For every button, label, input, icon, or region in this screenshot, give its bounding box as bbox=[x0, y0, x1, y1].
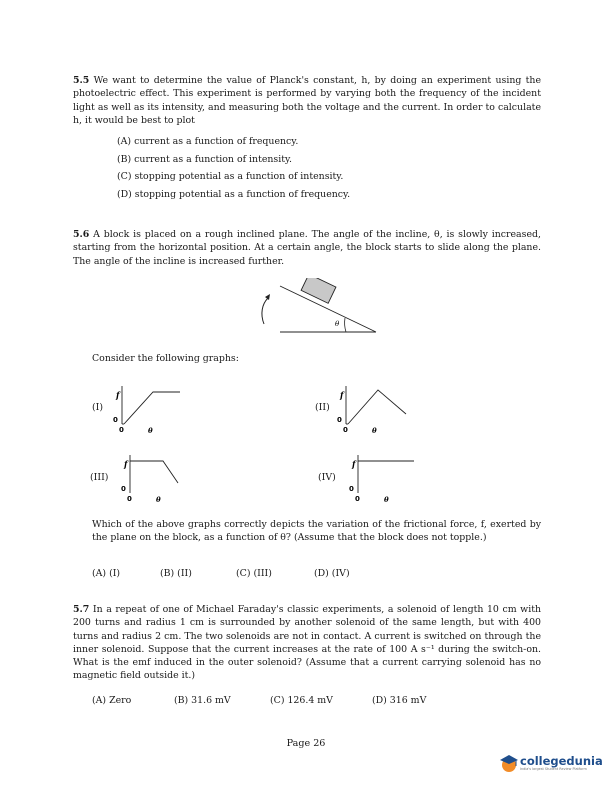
graph-iv bbox=[346, 453, 426, 505]
question-number: 5.6 bbox=[73, 229, 90, 240]
graph-iii bbox=[118, 453, 198, 505]
x-axis-label: θ bbox=[156, 495, 161, 504]
graduation-cap-icon bbox=[498, 752, 520, 774]
origin-x-label: 0 bbox=[127, 495, 132, 503]
x-axis-label: θ bbox=[372, 426, 377, 435]
origin-label: 0 bbox=[349, 485, 354, 493]
origin-label: 0 bbox=[113, 416, 118, 424]
consider-text: Consider the following graphs: bbox=[92, 353, 239, 364]
option-d: (D) stopping potential as a function of frequency. bbox=[117, 188, 351, 200]
question-text: We want to determine the value of Planck's constant, h, by doing an experiment using the photoelectric effect. This experiment is performed by varying both the frequency of the incident light as well as its intensity, and measuring both the voltage and the current. In order to calculate h, it would be best to plot bbox=[73, 75, 541, 126]
question-text: In a repeat of one of Michael Faraday's classic experiments, a solenoid of length 10 cm with 200 turns and radius 1 cm is surrounded by another solenoid of the same length, but with 400 turns and radius 2 cm. The two solenoids are not in contact. A current is switched on through the inner solenoid. Suppose that the current increases at the rate of 100 A s⁻¹ during the switch-on. What is the emf induced in the outer solenoid? (Assume that a current carrying solenoid has no magnetic field outside it.) bbox=[73, 604, 542, 682]
graph-i bbox=[110, 384, 190, 436]
origin-x-label: 0 bbox=[343, 426, 348, 434]
brand-name: collegedunia bbox=[520, 753, 603, 768]
origin-x-label: 0 bbox=[119, 426, 124, 434]
curve bbox=[124, 392, 180, 424]
graph-i-label: (I) bbox=[92, 402, 104, 413]
graph-iv-label: (IV) bbox=[318, 472, 336, 483]
option-c: (C) 126.4 mV bbox=[270, 695, 333, 706]
curve bbox=[348, 390, 406, 424]
option-d: (D) 316 mV bbox=[372, 695, 427, 706]
graph-iii-label: (III) bbox=[90, 472, 109, 483]
question-5-6 bbox=[73, 228, 541, 268]
incline-figure bbox=[250, 278, 380, 338]
question-5-6-prompt: Which of the above graphs correctly depicts the variation of the frictional force, f, exerted by the plane on the block, as a function of θ? (Assume that the block does not topple.) bbox=[92, 519, 541, 544]
question-number: 5.7 bbox=[73, 604, 90, 615]
graph-ii bbox=[334, 384, 414, 436]
option-a: (A) Zero bbox=[92, 695, 132, 706]
option-a: (A) (I) bbox=[92, 568, 121, 579]
page-number: Page 26 bbox=[286, 738, 326, 749]
option-c: (C) (III) bbox=[236, 568, 272, 579]
option-b: (B) 31.6 mV bbox=[174, 695, 231, 706]
question-number: 5.5 bbox=[73, 75, 90, 86]
y-axis-label: f bbox=[124, 459, 128, 469]
block bbox=[301, 278, 336, 303]
brand-tagline: India's largest Student Review Platform bbox=[520, 766, 587, 771]
option-d: (D) (IV) bbox=[314, 568, 350, 579]
question-5-5 bbox=[73, 74, 541, 127]
theta-label: θ bbox=[335, 320, 340, 328]
option-a: (A) current as a function of frequency. bbox=[117, 136, 299, 147]
y-axis-label: f bbox=[352, 459, 356, 469]
origin-label: 0 bbox=[337, 416, 342, 424]
option-b: (B) (II) bbox=[160, 568, 192, 579]
curve bbox=[130, 461, 178, 483]
x-axis-label: θ bbox=[384, 495, 389, 504]
x-axis-label: θ bbox=[148, 426, 153, 435]
graph-ii-label: (II) bbox=[315, 402, 330, 413]
option-b: (B) current as a function of intensity. bbox=[117, 153, 293, 165]
origin-x-label: 0 bbox=[355, 495, 360, 503]
y-axis-label: f bbox=[340, 390, 344, 400]
options-5-6 bbox=[92, 568, 350, 579]
brand-logo bbox=[498, 752, 603, 774]
angle-arc bbox=[345, 318, 346, 332]
options-5-7 bbox=[92, 695, 426, 706]
option-c: (C) stopping potential as a function of intensity. bbox=[117, 171, 344, 183]
origin-label: 0 bbox=[121, 485, 126, 493]
y-axis-label: f bbox=[116, 390, 120, 400]
rotation-arrow-icon bbox=[262, 298, 268, 324]
question-text: A block is placed on a rough inclined plane. The angle of the incline, θ, is slowly increased, starting from the horizontal position. At a certain angle, the block starts to slide along the plane. The angle of the incline is increased further. bbox=[73, 229, 541, 267]
options-5-5 bbox=[117, 133, 350, 203]
question-5-7 bbox=[73, 603, 541, 683]
